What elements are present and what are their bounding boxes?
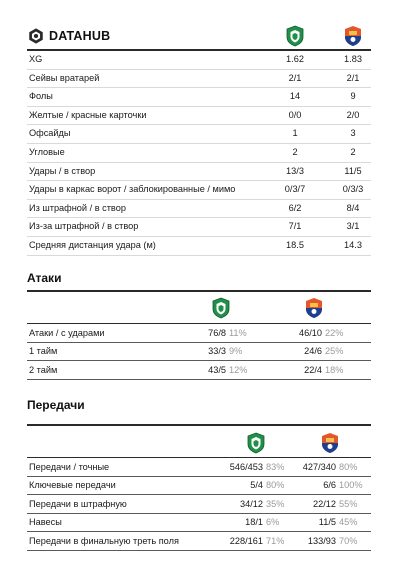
green-shield-crest-icon: [246, 432, 266, 454]
row-label: Ключевые передачи: [29, 480, 116, 491]
team1-value: 18.5: [286, 239, 304, 250]
stat-row: [27, 88, 371, 107]
team1-count: 33/3: [208, 346, 226, 357]
team1-value: 6/2: [288, 202, 302, 213]
orange-blue-crest-icon: [343, 25, 363, 47]
row-label: Передачи в финальную треть поля: [29, 535, 179, 546]
team2-value: 14.3: [344, 239, 362, 250]
green-shield-crest-icon: [285, 25, 305, 47]
table-row: [27, 324, 371, 343]
team1-count: 43/5: [208, 364, 226, 375]
team2-percent: 45%: [339, 517, 358, 528]
team2-value: 8/4: [346, 202, 360, 213]
table-row: [27, 458, 371, 477]
team1-value: 0/0: [288, 109, 302, 120]
team2-percent: 100%: [339, 480, 363, 491]
team1-percent: 71%: [266, 535, 285, 546]
passes-top-rule: [27, 424, 371, 426]
orange-blue-crest-icon: [304, 297, 324, 319]
team2-count: 427/340: [302, 461, 336, 472]
team2-value: 0/3/3: [342, 184, 364, 195]
table-row: [27, 361, 371, 380]
brand-logo: [27, 26, 110, 46]
hexagon-logo-icon: [27, 27, 45, 45]
stat-label: Удары в каркас ворот / заблокированные / мимо: [29, 184, 236, 195]
team2-count: 24/6: [304, 346, 322, 357]
stat-label: XG: [29, 54, 43, 64]
team2-value: 1.83: [344, 54, 362, 64]
stat-row: [27, 237, 371, 256]
team1-value: 2: [292, 146, 298, 157]
team1-percent: 11%: [229, 327, 247, 338]
stat-label: Угловые: [29, 146, 65, 157]
stat-label: Средняя дистанция удара (м): [29, 239, 156, 250]
general-stats-table: [27, 51, 371, 256]
stat-row: [27, 181, 371, 200]
table-row: [27, 343, 371, 362]
orange-blue-crest-icon: [320, 432, 340, 454]
team2-count: 46/10: [299, 327, 322, 338]
row-label: Передачи в штрафную: [29, 498, 127, 509]
team2-value: 11/5: [344, 165, 362, 176]
team1-value: 7/1: [288, 221, 302, 232]
stat-row: [27, 163, 371, 182]
team2-count: 6/6: [323, 480, 336, 491]
team2-value: 2/1: [346, 72, 360, 83]
table-row: [27, 495, 371, 514]
team2-count: 11/5: [318, 517, 336, 528]
team2-value: 2/0: [346, 109, 360, 120]
stat-row: [27, 107, 371, 126]
row-label: 1 тайм: [29, 346, 58, 357]
row-label: Атаки / с ударами: [29, 327, 105, 338]
team1-value: 0/3/7: [284, 184, 306, 195]
team1-value: 13/3: [286, 165, 304, 176]
stat-row: [27, 70, 371, 89]
team2-percent: 22%: [325, 327, 344, 338]
team2-percent: 70%: [339, 535, 358, 546]
team1-count: 228/161: [229, 535, 263, 546]
stat-row: [27, 125, 371, 144]
stat-label: Из штрафной / в створ: [29, 202, 126, 213]
team2-count: 22/4: [304, 364, 322, 375]
stat-row: [27, 200, 371, 219]
stat-label: Офсайды: [29, 128, 71, 139]
team1-count: 18/1: [245, 517, 263, 528]
stat-row: [27, 51, 371, 70]
team2-value: 2: [350, 146, 356, 157]
team1-percent: 6%: [266, 517, 280, 528]
team1-value: 14: [289, 91, 301, 102]
team1-count: 34/12: [240, 498, 263, 509]
team1-percent: 9%: [229, 346, 243, 357]
team2-value: 3: [350, 128, 356, 139]
team2-value: 9: [350, 91, 356, 102]
table-row: [27, 514, 371, 533]
attacks-top-rule: [27, 290, 371, 292]
table-row: [27, 532, 371, 551]
team1-count: 5/4: [250, 480, 263, 491]
team1-percent: 80%: [266, 480, 285, 491]
team2-percent: 18%: [325, 364, 344, 375]
team1-percent: 35%: [266, 498, 285, 509]
passes-section-title: Передачи: [27, 398, 85, 412]
team1-value: 1.62: [286, 54, 304, 64]
table-row: [27, 477, 371, 496]
team1-count: 76/8: [208, 327, 226, 338]
row-label: Навесы: [29, 517, 62, 528]
team2-percent: 25%: [325, 346, 344, 357]
team1-percent: 12%: [229, 364, 248, 375]
team1-count: 546/453: [229, 461, 263, 472]
team1-value: 2/1: [288, 72, 302, 83]
stat-label: Из-за штрафной / в створ: [29, 221, 139, 232]
team2-count: 22/12: [313, 498, 336, 509]
row-label: 2 тайм: [29, 364, 58, 375]
stat-label: Удары / в створ: [29, 165, 96, 176]
team1-percent: 83%: [266, 461, 285, 472]
header: [27, 21, 371, 51]
team2-percent: 55%: [339, 498, 358, 509]
attacks-section-title: Атаки: [27, 271, 62, 285]
team2-percent: 80%: [339, 461, 358, 472]
team2-count: 133/93: [307, 535, 336, 546]
green-shield-crest-icon: [211, 297, 231, 319]
stat-label: Сейвы вратарей: [29, 72, 100, 83]
stat-row: [27, 218, 371, 237]
row-label: Передачи / точные: [29, 461, 110, 472]
stat-row: [27, 144, 371, 163]
brand-name: DATAHUB: [49, 29, 111, 43]
stat-label: Желтые / красные карточки: [29, 109, 147, 120]
team1-value: 1: [292, 128, 298, 139]
stat-label: Фолы: [29, 91, 53, 102]
team2-value: 3/1: [346, 221, 360, 232]
